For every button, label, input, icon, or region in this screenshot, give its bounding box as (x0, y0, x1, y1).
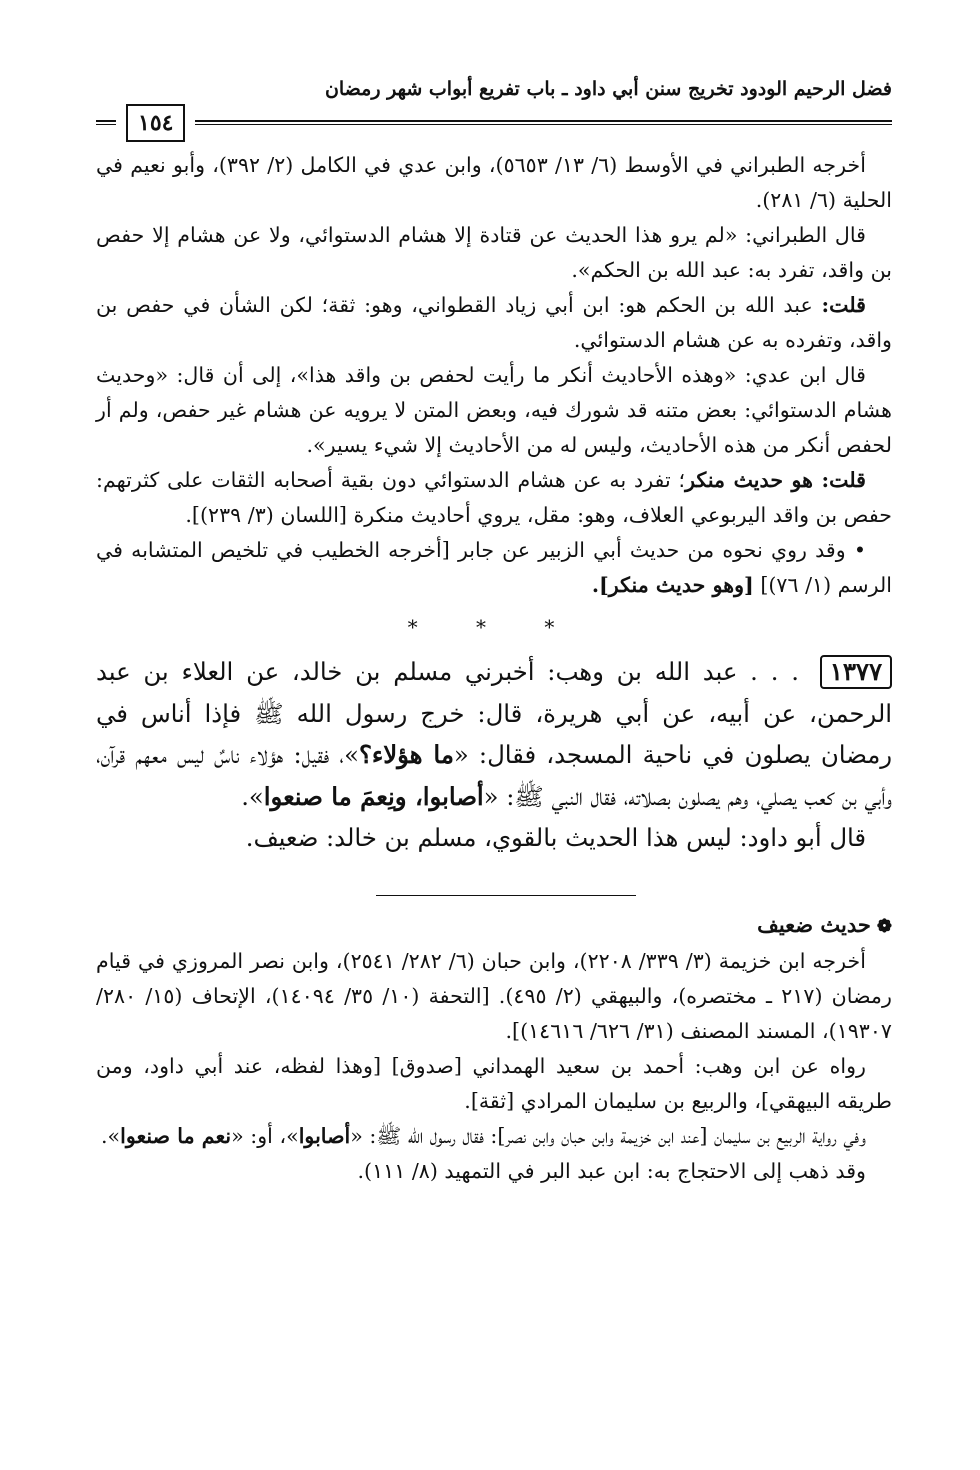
paragraph: رواه عن ابن وهب: أحمد بن سعيد الهمداني [صدوق] [وهذا لفظه، عند أبي داود، ومن طريقه البيهقي]، والربيع بن سليمان المرادي [ثقة]. (96, 1053, 892, 1113)
paragraph: • وقد روي نحوه من حديث أبي الزبير عن جابر [أخرجه الخطيب في تلخيص المتشابه في الرسم (١/ ٧٦)] [وهو حديث منكر]. (96, 538, 892, 597)
commentary-lower (96, 908, 892, 1189)
paragraph: وفي رواية الربيع بن سليمان [عند ابن خزيمة وابن حبان وابن نصر]: فقال رسول الله ﷺ: «أصابوا»، أو: «نعم ما صنعوا». (100, 1123, 866, 1148)
paragraph: أخرجه الطبراني في الأوسط (٦/ ١٣/ ٥٦٥٣)، وابن عدي في الكامل (٢/ ٣٩٢)، وأبو نعيم في الحلية (٦/ ٢٨١). (96, 153, 892, 212)
running-title: فضل الرحيم الودود تخريج سنن أبي داود ـ باب تفريع أبواب شهر رمضان (324, 78, 892, 100)
note-label: قلت: (821, 468, 867, 492)
paragraph: قلت: هو حديث منكر؛ تفرد به عن هشام الدستوائي دون بقية أصحابه الثقات على كثرتهم: حفص بن واقد اليربوعي العلاف، وهو: مقل، يروي أحاديث منكرة [اللسان (٣/ ٢٣٩)]. (96, 468, 892, 527)
page-header (96, 78, 892, 148)
page-number: ١٥٤ (116, 104, 195, 142)
header-rule (96, 120, 892, 125)
paragraph: وقد ذهب إلى الاحتجاج به: ابن عبد البر في التمهيد (٨/ ١١١). (357, 1158, 866, 1183)
paragraph: أخرجه ابن خزيمة (٣/ ٣٣٩/ ٢٢٠٨)، وابن حبان (٦/ ٢٨٢/ ٢٥٤١)، وابن نصر المروزي في قيام رمضان (٢١٧ ـ مختصره)، والبيهقي (٢/ ٤٩٥). [التحفة (١٠/ ٣٥/ ١٤٠٩٤)، الإتحاف (١٥/ ٢٨٠/ ١٩٣٠٧)، المسند المصنف (٣١/ ٦٢٦/ ١٤٦١٦)]. (96, 948, 892, 1043)
paragraph: قال ابن عدي: «وهذه الأحاديث أنكر ما رأيت لحفص بن واقد هذا»، إلى أن قال: «وحديث هشام الدستوائي: بعض متنه قد شورك فيه، وبعض المتن لا يرويه عن هشام غير حفص، ولم أر لحفص أنكر من هذه الأحاديث، وليس له من الأحاديث إلا شيء يسير». (96, 363, 892, 457)
note-label: قلت: (821, 293, 866, 317)
verdict: هو حديث منكر (685, 468, 822, 492)
hadith-number: ١٣٧٧ (820, 655, 892, 689)
commentary-upper (96, 148, 892, 603)
paragraph: قلت: عبد الله بن الحكم هو: ابن أبي زياد القطواني، وهو: ثقة؛ لكن الشأن في حفص بن واقد، وتفرده به عن هشام الدستوائي. (96, 293, 892, 352)
paragraph: قال الطبراني: «لم يرو هذا الحديث عن قتادة إلا هشام الدستوائي، ولا عن هشام إلا حفص بن واقد، تفرد به: عبد الله بن الحكم». (96, 223, 892, 282)
section-separator: * * * (407, 615, 581, 639)
footnote-divider (376, 895, 636, 896)
hadith-paragraph: ١٣٧٧ . . . عبد الله بن وهب: أخبرني مسلم بن خالد، عن العلاء بن عبد الرحمن، عن أبيه، عن أبي هريرة، قال: خرج رسول الله ﷺ فإذا أناس في رمضان يصلون في ناحية المسجد، فقال: «ما هؤلاء؟»، فقيل: هؤلاء ناسٌ ليس معهم قرآن، وأبي بن كعب يصلي، وهم يصلون بصلاته، فقال النبي ﷺ: «أصابوا، ونِعمَ ما صنعوا». (96, 657, 892, 811)
abu-dawud-comment: قال أبو داود: ليس هذا الحديث بالقوي، مسلم بن خالد: ضعيف. (245, 823, 866, 852)
hadith-grade: ❁حديث ضعيف (757, 911, 892, 937)
hadith-text (96, 651, 892, 859)
verdict: [وهو حديث منكر]. (591, 573, 754, 597)
rose-icon: ❁ (876, 915, 892, 937)
